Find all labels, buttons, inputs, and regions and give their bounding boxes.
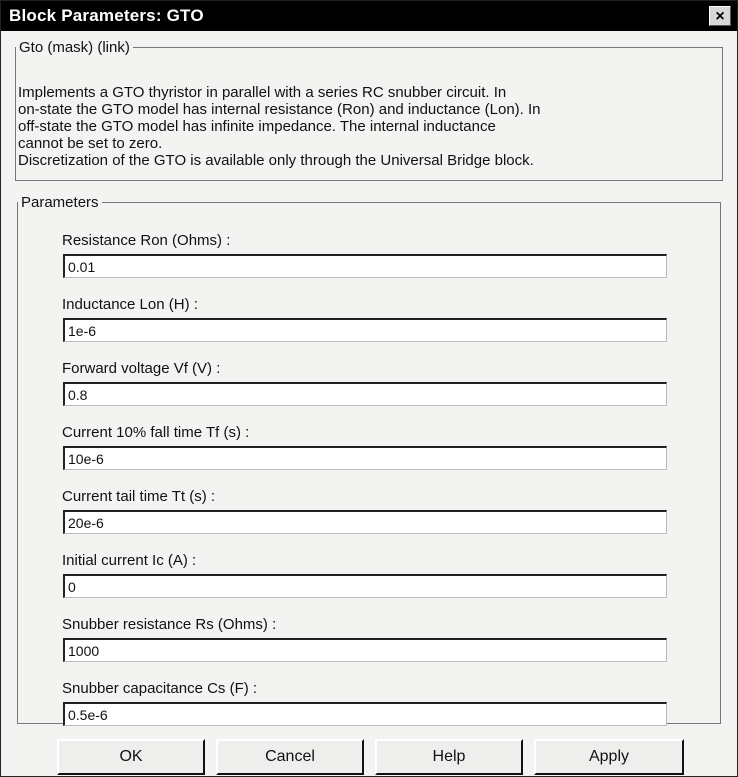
tf-label: Current 10% fall time Tf (s) :: [62, 424, 250, 441]
lon-label: Inductance Lon (H) :: [62, 296, 198, 313]
cs-label: Snubber capacitance Cs (F) :: [62, 680, 258, 697]
description-group: [15, 39, 723, 181]
close-button[interactable]: [709, 6, 731, 26]
description-line: Implements a GTO thyristor in parallel with a series RC snubber circuit. In: [18, 84, 507, 101]
apply-button[interactable]: Apply: [534, 739, 684, 775]
ron-input[interactable]: [63, 254, 667, 278]
description-line: on-state the GTO model has internal resistance (Ron) and inductance (Lon). In: [18, 101, 541, 118]
help-button[interactable]: Help: [375, 739, 523, 775]
tf-input[interactable]: [63, 446, 667, 470]
ic-input[interactable]: [63, 574, 667, 598]
description-legend: Gto (mask) (link): [19, 39, 130, 56]
tt-input[interactable]: [63, 510, 667, 534]
window-title: Block Parameters: GTO: [9, 6, 204, 25]
rs-label: Snubber resistance Rs (Ohms) :: [62, 616, 277, 633]
vf-input[interactable]: [63, 382, 667, 406]
lon-input[interactable]: [63, 318, 667, 342]
description-line: cannot be set to zero.: [18, 135, 163, 152]
cs-input[interactable]: [63, 702, 667, 726]
ic-label: Initial current Ic (A) :: [62, 552, 197, 569]
parameters-group: [17, 194, 721, 724]
cancel-button[interactable]: Cancel: [216, 739, 364, 775]
vf-label: Forward voltage Vf (V) :: [62, 360, 221, 377]
description-line: Discretization of the GTO is available only through the Universal Bridge block.: [18, 152, 534, 169]
parameters-legend: Parameters: [21, 194, 99, 211]
tt-label: Current tail time Tt (s) :: [62, 488, 216, 505]
ok-button[interactable]: OK: [57, 739, 205, 775]
title-bar[interactable]: [1, 1, 737, 31]
description-text: [18, 84, 718, 169]
close-icon: ×: [715, 8, 725, 25]
ron-label: Resistance Ron (Ohms) :: [62, 232, 231, 249]
rs-input[interactable]: [63, 638, 667, 662]
description-line: off-state the GTO model has infinite impedance. The internal inductance: [18, 118, 496, 135]
